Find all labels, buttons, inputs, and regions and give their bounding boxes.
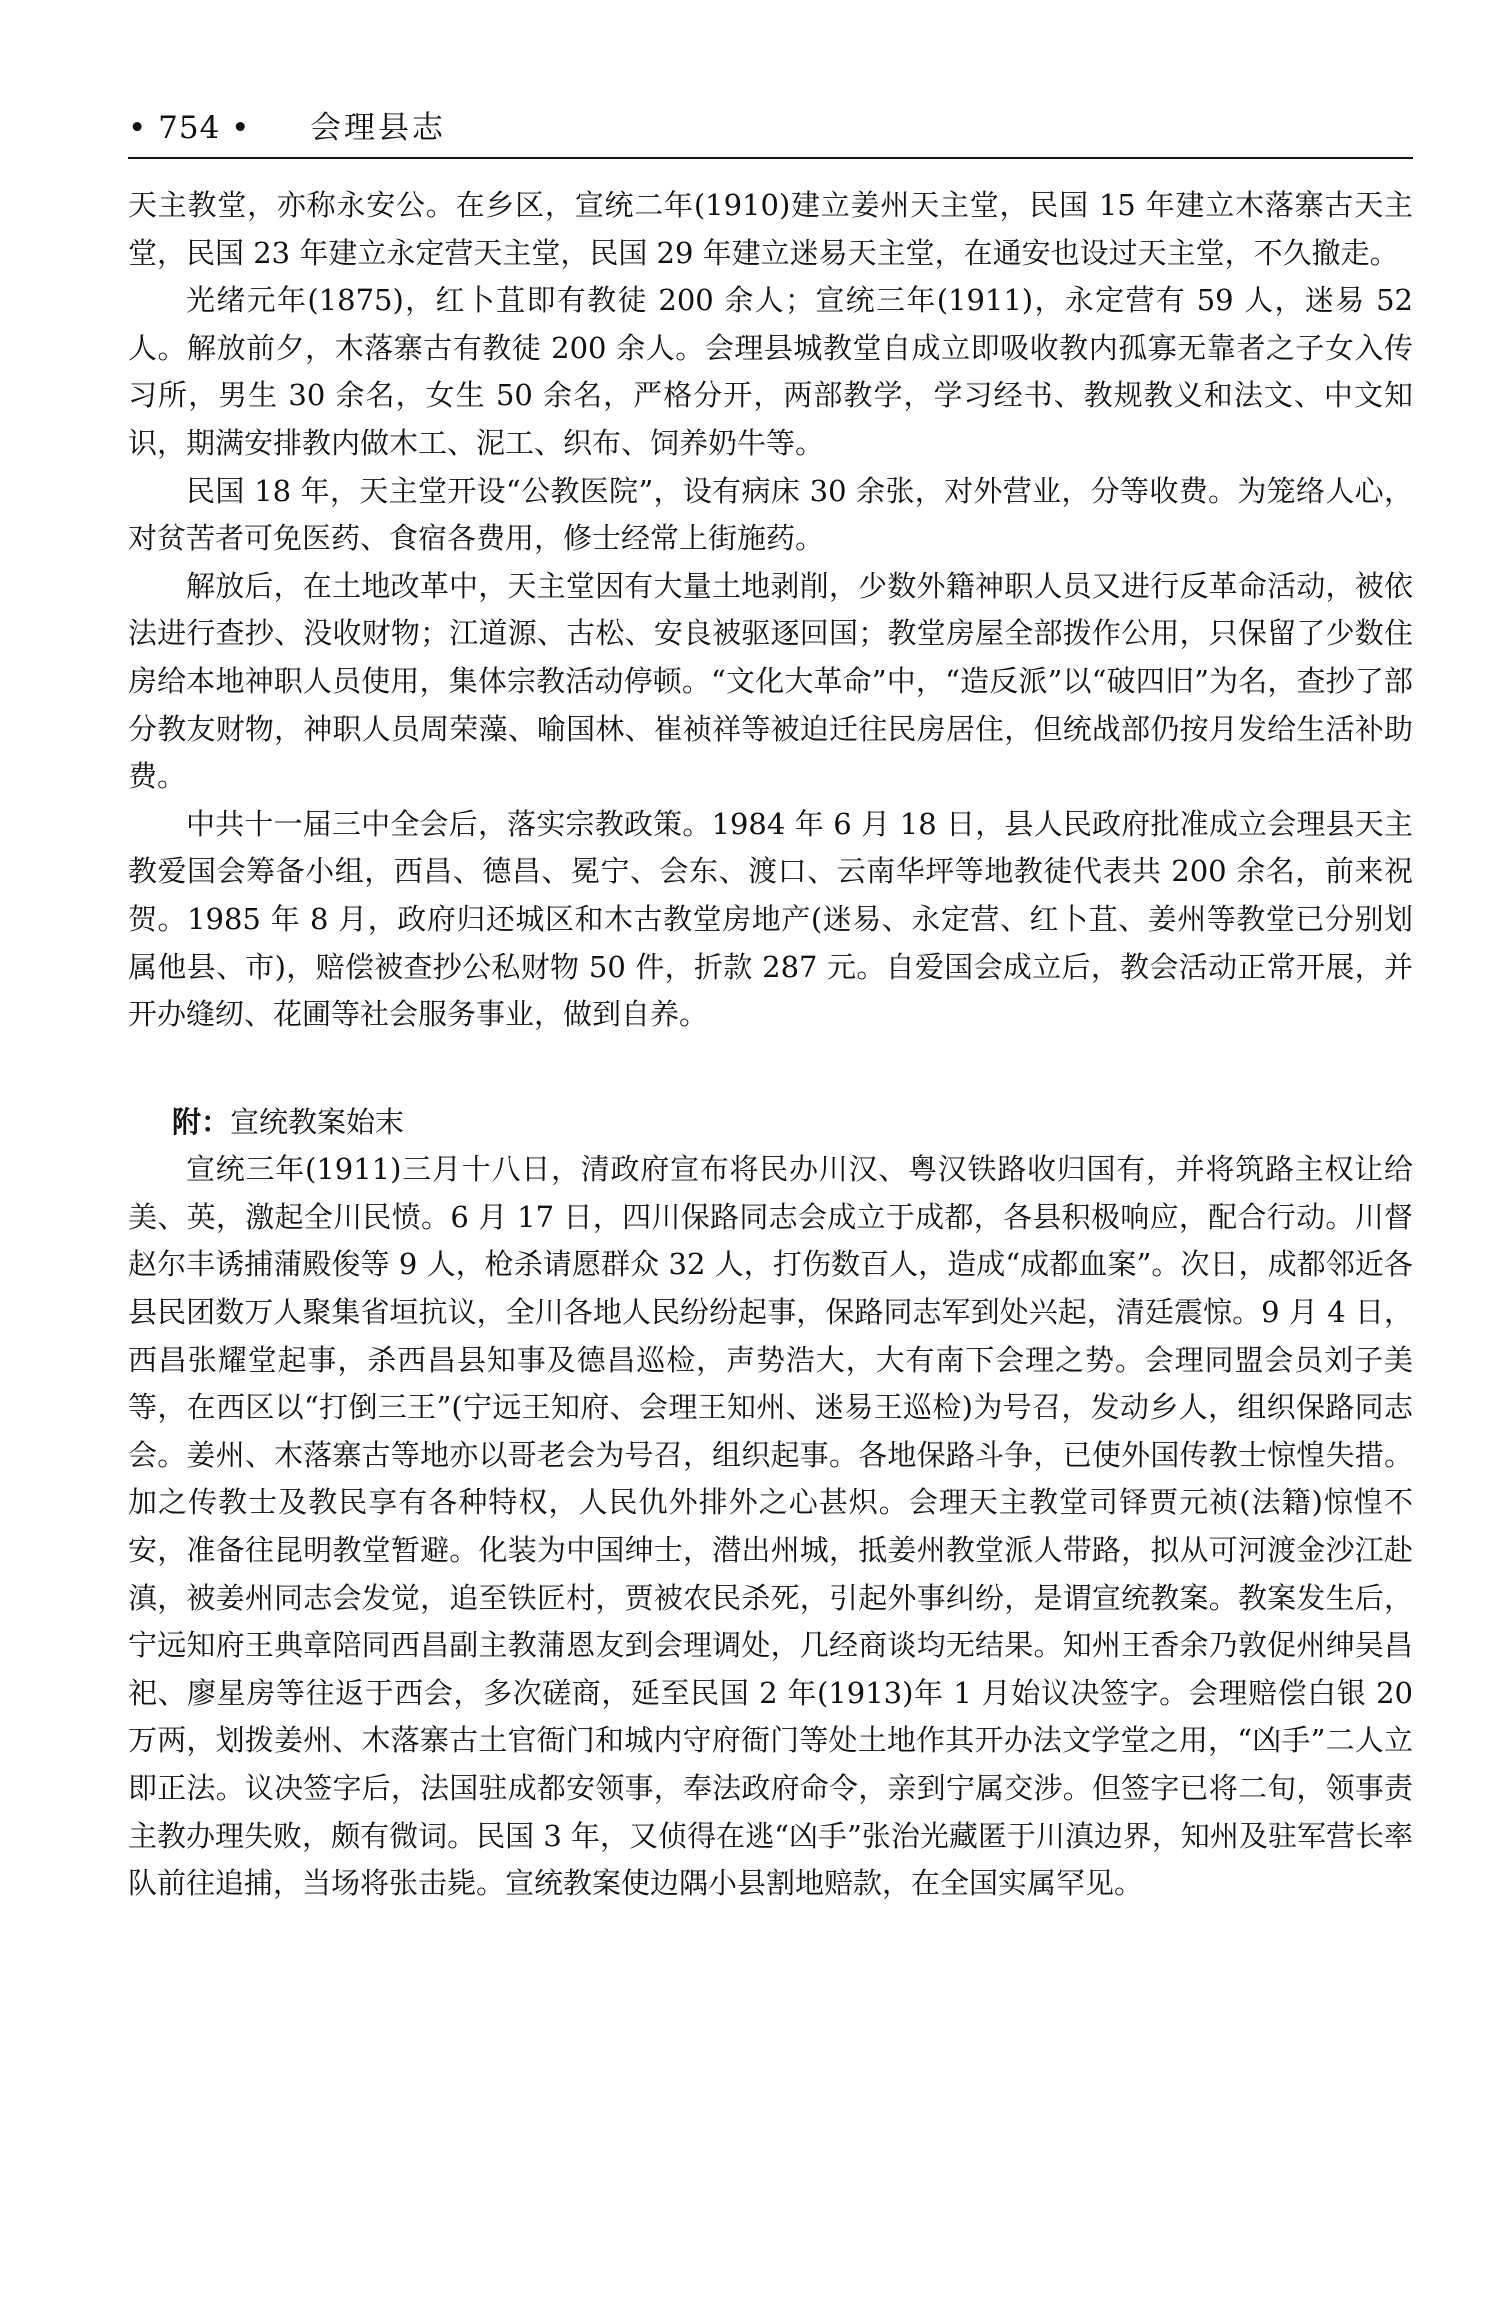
paragraph-3: 民国 18 年，天主堂开设“公教医院”，设有病床 30 余张，对外营业，分等收费。为笼络人心，对贫苦者可免医药、食宿各费用，修士经常上街施药。: [128, 473, 1413, 556]
book-title: 会理县志: [310, 110, 446, 146]
paragraph-5: 中共十一届三中全会后，落实宗教政策。1984 年 6 月 18 日，县人民政府批准成立会理县天主教爱国会筹备小组，西昌、德昌、冕宁、会东、渡口、云南华坪等地教徒代表共 200 余名，前来祝贺。1985 年 8 月，政府归还城区和木古教堂房地产(迷易、永定营、红卜苴、姜州等教堂已分别划属他县、市)，赔偿被查抄公私财物 50 件，折款 287 元。自爱国会成立后，教会活动正常开展，并开办缝纫、花圃等社会服务事业，做到自养。: [128, 806, 1413, 1032]
appendix-title: 宣统教案始末: [230, 1104, 405, 1139]
page-number: • 754 •: [128, 110, 251, 146]
paragraph-4: 解放后，在土地改革中，天主堂因有大量土地剥削，少数外籍神职人员又进行反革命活动，被依法进行查抄、没收财物；江道源、古松、安良被驱逐回国；教堂房屋全部拨作公用，只保留了少数住房给本地神职人员使用，集体宗教活动停顿。“文化大革命”中，“造反派”以“破四旧”为名，查抄了部分教友财物，神职人员周荣藻、喻国林、崔祯祥等被迫迁往民房居住，但统战部仍按月发给生活补助费。: [128, 568, 1413, 794]
paragraph-1: 天主教堂，亦称永安公。在乡区，宣统二年(1910)建立姜州天主堂，民国 15 年建立木落寨古天主堂，民国 23 年建立永定营天主堂，民国 29 年建立迷易天主堂，在通安也设过天主堂，不久撤走。: [128, 188, 1413, 270]
paragraph-2: 光绪元年(1875)，红卜苴即有教徒 200 余人；宣统三年(1911)，永定营有 59 人，迷易 52 人。解放前夕，木落寨古有教徒 200 余人。会理县城教堂自成立即吸收教内孤寡无靠者之子女入传习所，男生 30 余名，女生 50 余名，严格分开，两部教学，学习经书、教规教义和法文、中文知识，期满安排教内做木工、泥工、织布、饲养奶牛等。: [128, 283, 1413, 460]
appendix-label: 附：: [172, 1104, 231, 1139]
header-rule: [128, 157, 1413, 159]
page-header: [128, 106, 1413, 150]
appendix-paragraph: 宣统三年(1911)三月十八日，清政府宣布将民办川汉、粤汉铁路收归国有，并将筑路主权让给美、英，激起全川民愤。6 月 17 日，四川保路同志会成立于成都，各县积极响应，配合行动。川督赵尔丰诱捕蒲殿俊等 9 人，枪杀请愿群众 32 人，打伤数百人，造成“成都血案”。次日，成都邻近各县民团数万人聚集省垣抗议，全川各地人民纷纷起事，保路同志军到处兴起，清廷震惊。9 月 4 日，西昌张耀堂起事，杀西昌县知事及德昌巡检，声势浩大，大有南下会理之势。会理同盟会员刘子美等，在西区以“打倒三王”(宁远王知府、会理王知州、迷易王巡检)为号召，发动乡人，组织保路同志会。姜州、木落寨古等地亦以哥老会为号召，组织起事。各地保路斗争，已使外国传教士惊惶失措。加之传教士及教民享有各种特权，人民仇外排外之心甚炽。会理天主教堂司铎贾元祯(法籍)惊惶不安，准备往昆明教堂暂避。化装为中国绅士，潜出州城，抵姜州教堂派人带路，拟从可河渡金沙江赴滇，被姜州同志会发觉，追至铁匠村，贾被农民杀死，引起外事纠纷，是谓宣统教案。教案发生后，宁远知府王典章陪同西昌副主教蒲恩友到会理调处，几经商谈均无结果。知州王香余乃敦促州绅吴昌祀、廖星房等往返于西会，多次磋商，延至民国 2 年(1913)年 1 月始议决签字。会理赔偿白银 20 万两，划拨姜州、木落寨古土官衙门和城内守府衙门等处土地作其开办法文学堂之用，“凶手”二人立即正法。议决签字后，法国驻成都安领事，奉法政府命令，亲到宁属交涉。但签字已将二旬，领事责主教办理失败，颇有微词。民国 3 年，又侦得在逃“凶手”张治光藏匿于川滇边界，知州及驻军营长率队前往追捕，当场将张击毙。宣统教案使边隅小县割地赔款，在全国实属罕见。: [128, 1152, 1413, 1901]
page-body: [128, 182, 1413, 1908]
appendix-heading: [128, 1099, 1413, 1147]
